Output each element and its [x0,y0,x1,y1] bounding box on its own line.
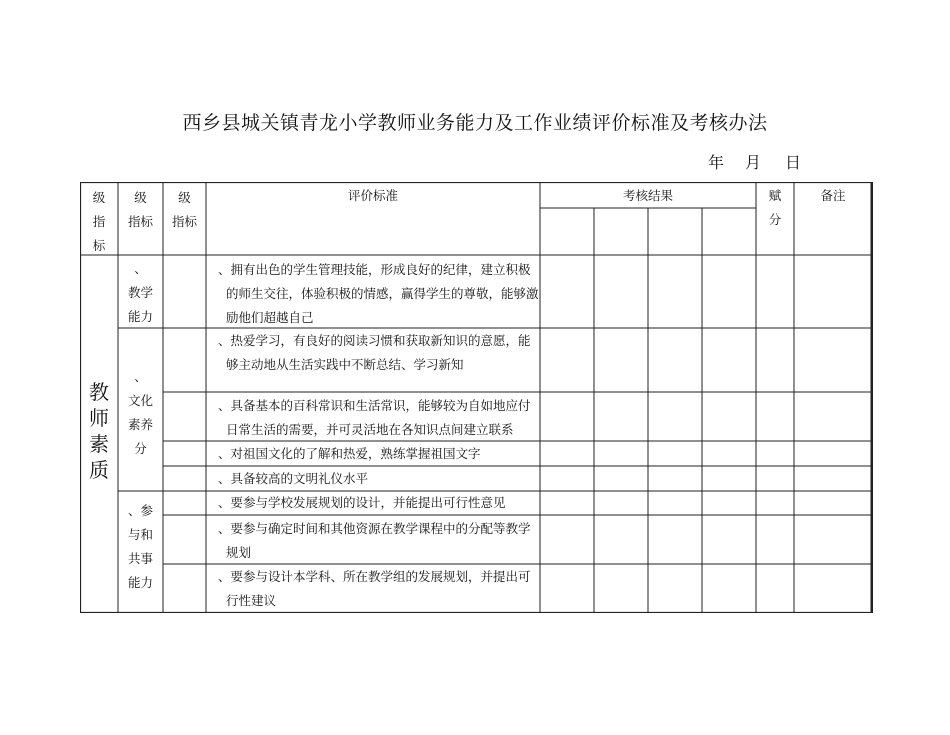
group-label-teaching: 、 教学 能力 [127,261,153,324]
evaluation-table [80,182,873,613]
criteria-row: 、对祖国文化的了解和热爱，熟练掌握祖国文字 [218,446,481,461]
date-day: 日 [785,153,802,172]
criteria-row: 、拥有出色的学生管理技能，形成良好的纪律，建立积极 的师生交往，体验积极的情感，赢得学生的尊敬，能够激 励他们超越自己 [218,262,539,325]
header-criteria: 评价标准 [347,188,398,203]
header-level2: 级 指标 [127,190,153,229]
category-label: 教 师 素 质 [89,380,109,482]
criteria-row: 、要参与学校发展规划的设计，并能提出可行性意见 [218,495,506,510]
group-label-culture: 、 文化 素养 分 [127,369,153,456]
criteria-row: 、要参与确定时间和其他资源在教学课程中的分配等教学 规划 [218,521,531,560]
criteria-row: 、具备较高的文明礼仪水平 [218,471,369,486]
header-notes: 备注 [820,188,846,203]
header-level3: 级 指标 [171,190,197,229]
date-month: 月 [745,153,762,172]
header-score: 赋 分 [768,188,782,227]
criteria-row: 、要参与设计本学科、所在教学组的发展规划，并提出可 行性建议 [218,569,531,608]
header-results: 考核结果 [622,188,673,203]
header-level1: 级 指 标 [92,190,106,253]
criteria-row: 、热爱学习，有良好的阅读习惯和获取新知识的意愿，能 够主动地从生活实践中不断总结、学习新知 [218,333,531,372]
document-title: 西乡县城关镇青龙小学教师业务能力及工作业绩评价标准及考核办法 [182,112,768,134]
group-label-participation: 、参 与和 共事 能力 [127,503,153,590]
date-year: 年 [708,153,725,172]
criteria-row: 、具备基本的百科常识和生活常识，能够较为自如地应付 日常生活的需要，并可灵活地在各知识点间建立联系 [218,398,531,437]
